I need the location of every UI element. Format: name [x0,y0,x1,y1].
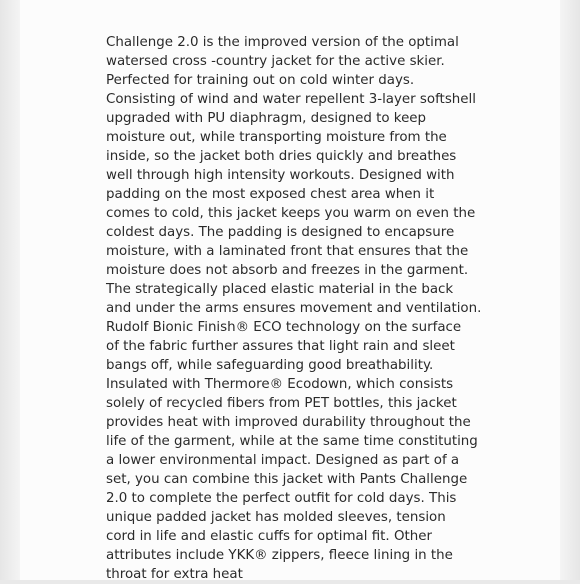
description-line: life of the garment, while at the same time constituting [106,434,478,449]
description-line: watersed cross -country jacket for the active skier. [106,54,445,69]
description-line: Rudolf Bionic Finish® ECO technology on the surface [106,320,462,335]
description-line: of the fabric further assures that light rain and sleet [106,339,455,354]
description-line: Consisting of wind and water repellent 3-layer softshell [106,92,476,107]
description-line: well through high intensity workouts. Designed with [106,168,455,183]
description-line: The strategically placed elastic material in the back [106,282,454,297]
description-line: padding on the most exposed chest area when it [106,187,435,202]
description-line: set, you can combine this jacket with Pants Challenge [106,472,468,487]
description-line: solely of recycled fibers from PET bottles, this jacket [106,396,457,411]
description-line: Perfected for training out on cold winter days. [106,73,415,88]
description-line: comes to cold, this jacket keeps you warm on even the [106,206,476,221]
description-line: provides heat with improved durability throughout the [106,415,471,430]
description-line: moisture out, while transporting moisture from the [106,130,447,145]
description-line: cord in life and elastic cuffs for optimal fit. Other [106,529,432,544]
description-line: inside, so the jacket both dries quickly and breathes [106,149,457,164]
description-line: 2.0 to complete the perfect outfit for cold days. This [106,491,457,506]
description-line: and under the arms ensures movement and ventilation. [106,301,482,316]
description-line: Challenge 2.0 is the improved version of the optimal [106,35,459,50]
description-line: upgraded with PU diaphragm, designed to keep [106,111,427,126]
description-line: moisture does not absorb and freezes in the garment. [106,263,469,278]
description-line: moisture, with a laminated front that ensures that the [106,244,469,259]
description-line: unique padded jacket has molded sleeves, tension [106,510,446,525]
product-description [106,33,506,584]
description-line: Insulated with Thermore® Ecodown, which consists [106,377,454,392]
description-line: bangs off, while safeguarding good breathability. [106,358,434,373]
page [20,0,560,580]
description-line: a lower environmental impact. Designed as part of a [106,453,460,468]
description-line: throat for extra heat [106,567,243,582]
description-line: attributes include YKK® zippers, fleece lining in the [106,548,453,563]
description-line: coldest days. The padding is designed to encapsure [106,225,455,240]
